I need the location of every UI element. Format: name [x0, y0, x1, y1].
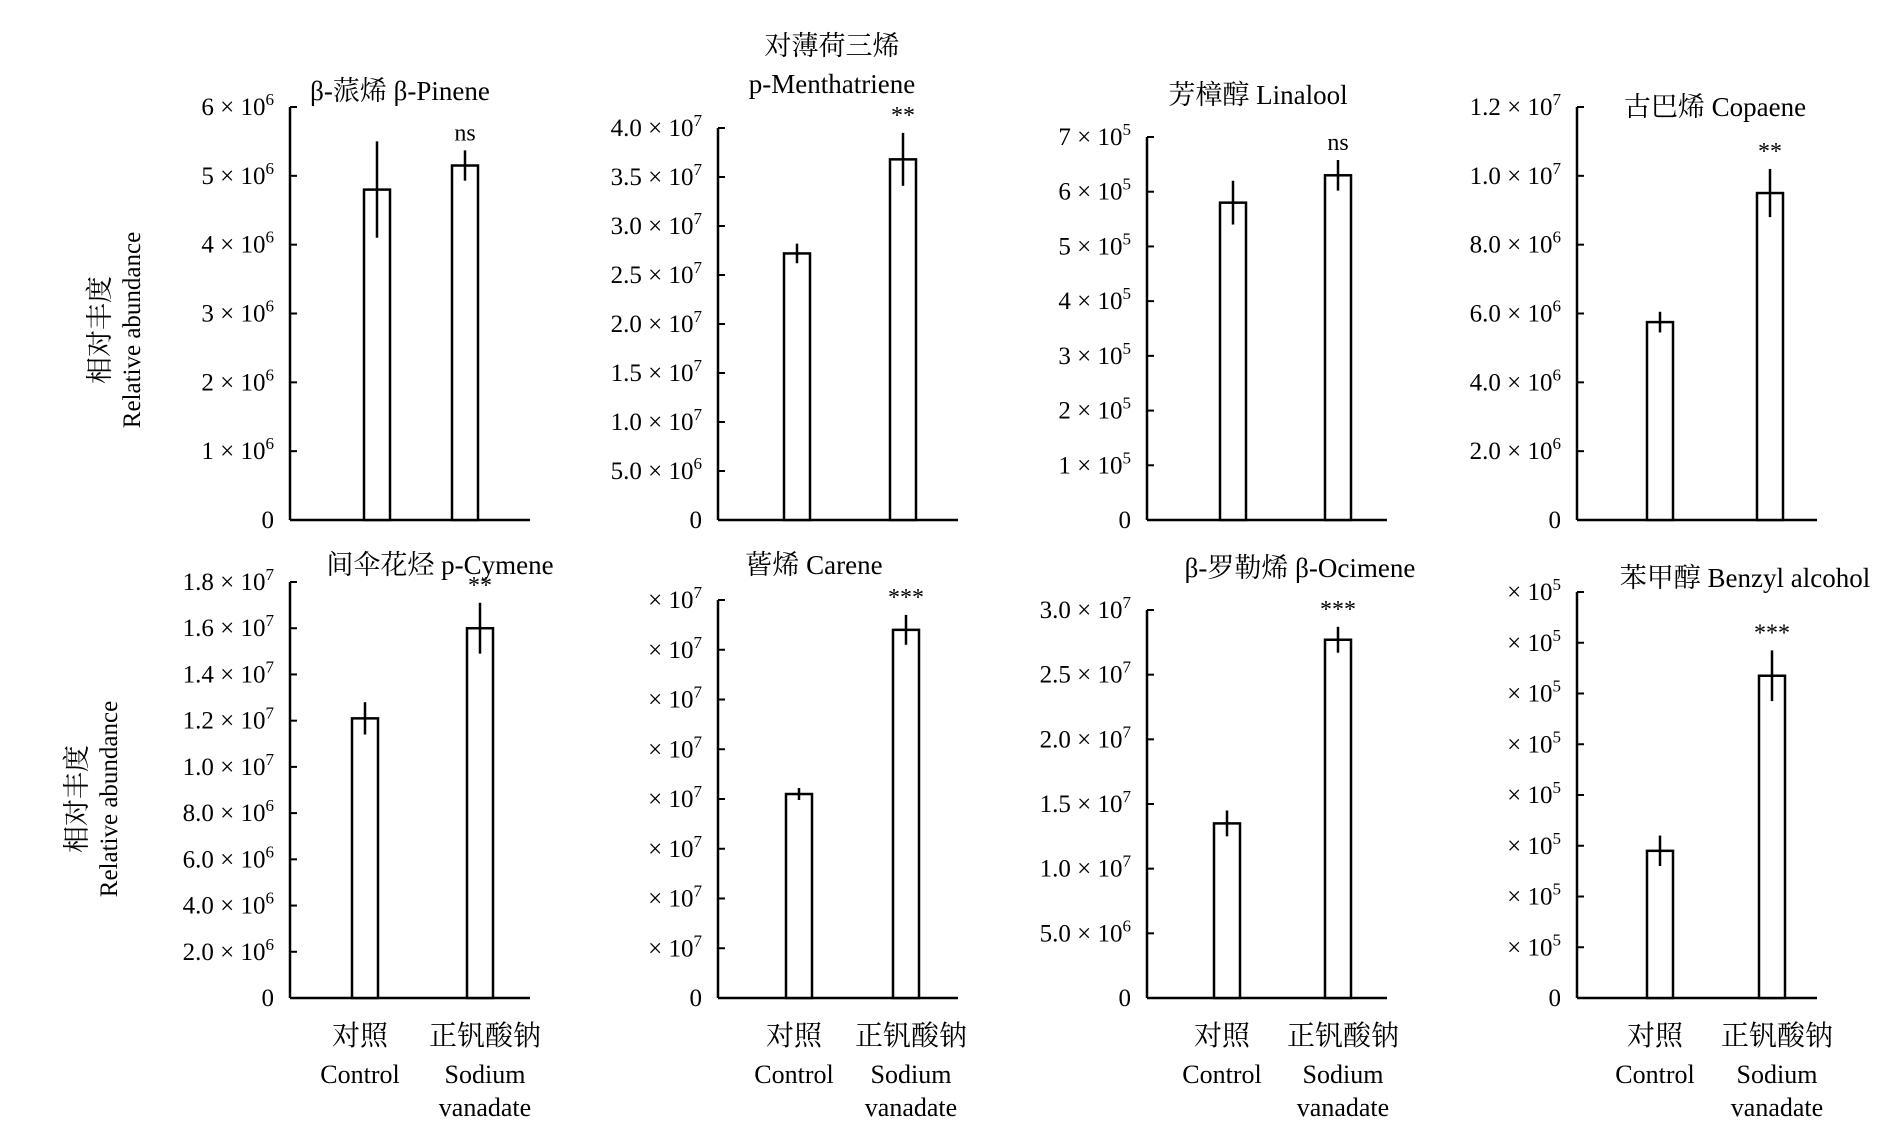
chart-title: 间伞花烃 p-Cymene [326, 550, 554, 580]
significance-label: *** [1320, 596, 1356, 623]
y-tick-label: $3.0 \times 10^7$ [610, 209, 702, 240]
y-axis-label-en: Relative abundance [119, 231, 146, 429]
y-tick-label: $2.5 \times 10^7$ [1039, 657, 1131, 689]
bar-control [786, 794, 812, 998]
chart-panel [648, 550, 967, 1122]
y-tick-label: $3.0 \times 10^7$ [1039, 593, 1131, 624]
y-tick-label: 0 [689, 507, 702, 534]
significance-label: ns [1327, 129, 1349, 156]
y-tick-label: × $10^5$ [1507, 930, 1561, 962]
bar-sodium-vanadate [1325, 175, 1351, 520]
y-tick-label: 0 [261, 985, 274, 1012]
x-label-control-en: Control [1615, 1060, 1695, 1089]
x-label-control-zh: 对照 [1626, 1021, 1684, 1052]
y-tick-label: $2.0 \times 10^7$ [1039, 722, 1131, 754]
y-tick-label: $6 \times 10^5$ [1058, 174, 1131, 206]
y-axis-label-zh: 相对丰度 [62, 745, 92, 853]
bar-sodium-vanadate [467, 628, 493, 998]
y-tick-label: × $10^7$ [648, 831, 702, 863]
y-tick-label: $3.5 \times 10^7$ [610, 160, 702, 191]
y-tick-label: $4 \times 10^5$ [1058, 284, 1131, 316]
chart-panel [1470, 90, 1817, 534]
y-tick-label: $2.0 \times 10^7$ [610, 307, 702, 338]
bar-control [364, 190, 390, 520]
x-label-control-zh: 对照 [1193, 1021, 1251, 1052]
y-tick-label: × $10^7$ [648, 583, 702, 614]
significance-label: *** [1754, 620, 1790, 647]
y-tick-label: $4 \times 10^6$ [201, 227, 274, 259]
y-tick-label: 0 [1548, 985, 1561, 1012]
y-tick-label: × $10^5$ [1507, 879, 1561, 911]
x-label-treat-en-2: vanadate [1296, 1093, 1390, 1122]
y-tick-label: $1.0 \times 10^7$ [182, 749, 274, 781]
chart-title: 芳樟醇 Linalool [1168, 80, 1348, 110]
y-axis-label-row2 [60, 674, 130, 924]
bar-control [1214, 823, 1240, 998]
y-tick-label: $1.5 \times 10^7$ [1039, 787, 1131, 818]
x-label-treat-zh: 正钒酸钠 [1720, 1021, 1834, 1052]
y-tick-label: × $10^5$ [1507, 727, 1561, 759]
y-tick-label: × $10^7$ [648, 682, 702, 714]
y-tick-label: × $10^5$ [1507, 828, 1561, 860]
y-tick-label: 0 [1118, 985, 1131, 1012]
y-tick-label: $1.0 \times 10^7$ [610, 405, 702, 436]
x-label-control-en: Control [754, 1060, 834, 1089]
chart-title: β-罗勒烯 β-Ocimene [1184, 553, 1416, 583]
chart-panel [1507, 563, 1870, 1122]
y-tick-label: $1.0 \times 10^7$ [1039, 851, 1131, 883]
y-tick-label: $5.0 \times 10^6$ [1039, 916, 1131, 948]
y-tick-label: $1.4 \times 10^7$ [182, 657, 274, 689]
y-tick-label: $5 \times 10^5$ [1058, 229, 1131, 261]
y-tick-label: $2.5 \times 10^7$ [610, 258, 702, 289]
y-tick-label: $8.0 \times 10^6$ [1469, 227, 1561, 259]
y-tick-label: $4.0 \times 10^6$ [1469, 365, 1561, 397]
x-label-treat-en-2: vanadate [1730, 1093, 1824, 1122]
bar-sodium-vanadate [452, 166, 478, 520]
y-tick-label: $5.0 \times 10^6$ [610, 454, 702, 485]
y-tick-label: $1.5 \times 10^7$ [610, 356, 702, 387]
y-tick-label: $4.0 \times 10^7$ [610, 111, 702, 142]
x-label-control-zh: 对照 [331, 1021, 389, 1052]
chart-title: β-蒎烯 β-Pinene [310, 76, 490, 106]
y-tick-label: × $10^7$ [648, 931, 702, 963]
y-tick-label: $2.0 \times 10^6$ [1469, 434, 1561, 466]
x-label-treat-en-2: vanadate [438, 1093, 532, 1122]
y-tick-label: $1.0 \times 10^7$ [1469, 158, 1561, 190]
y-tick-label: $5 \times 10^6$ [201, 158, 274, 190]
y-tick-label: × $10^7$ [648, 881, 702, 913]
y-tick-label: × $10^5$ [1507, 575, 1561, 606]
chart-panel [1058, 80, 1387, 534]
y-tick-label: $2.0 \times 10^6$ [182, 934, 274, 966]
x-label-treat-zh: 正钒酸钠 [854, 1021, 968, 1052]
bar-control [352, 718, 378, 998]
y-tick-label: $1 \times 10^5$ [1058, 448, 1131, 480]
significance-label: ns [454, 120, 476, 147]
chart-title: 苯甲醇 Benzyl alcohol [1619, 563, 1871, 593]
y-tick-label: $8.0 \times 10^6$ [182, 796, 274, 828]
y-tick-label: 0 [1118, 507, 1131, 534]
bar-sodium-vanadate [893, 630, 919, 998]
chart-panel [201, 76, 530, 534]
x-label-treat-en-1: Sodium [444, 1060, 526, 1089]
y-tick-label: 0 [1548, 507, 1561, 534]
chart-panel [611, 31, 958, 534]
bar-control [1647, 322, 1673, 520]
x-label-treat-en-2: vanadate [864, 1093, 958, 1122]
x-label-treat-zh: 正钒酸钠 [1286, 1021, 1400, 1052]
significance-label: *** [888, 584, 924, 611]
y-tick-label: 0 [261, 507, 274, 534]
significance-label: ** [468, 572, 492, 599]
x-label-treat-en-1: Sodium [1302, 1060, 1384, 1089]
y-tick-label: $1.8 \times 10^7$ [182, 565, 274, 596]
y-axis-label-en: Relative abundance [96, 700, 123, 898]
y-tick-label: $3 \times 10^5$ [1058, 338, 1131, 370]
y-tick-label: $1 \times 10^6$ [201, 434, 274, 466]
y-tick-label: $6 \times 10^6$ [201, 90, 274, 121]
y-tick-label: × $10^5$ [1507, 625, 1561, 657]
chart-title: 对薄荷三烯 [764, 31, 900, 61]
y-tick-label: × $10^7$ [648, 732, 702, 764]
y-tick-label: $6.0 \times 10^6$ [182, 842, 274, 874]
y-tick-label: × $10^5$ [1507, 676, 1561, 708]
bar-control [1220, 203, 1246, 520]
y-tick-label: $1.2 \times 10^7$ [1469, 90, 1561, 121]
chart-title: 古巴烯 Copaene [1623, 92, 1807, 122]
y-tick-label: × $10^7$ [648, 782, 702, 813]
significance-label: ** [1758, 138, 1782, 165]
chart-panel [1040, 553, 1416, 1122]
bar-control [1647, 851, 1673, 998]
x-label-treat-en-1: Sodium [1736, 1060, 1818, 1089]
bar-control [784, 253, 810, 520]
bar-sodium-vanadate [1757, 193, 1783, 520]
bar-sodium-vanadate [1325, 640, 1351, 998]
y-tick-label: × $10^7$ [648, 632, 702, 664]
bar-sodium-vanadate [890, 159, 916, 520]
y-tick-label: 0 [689, 985, 702, 1012]
y-tick-label: $2 \times 10^5$ [1058, 393, 1131, 425]
y-tick-label: $1.6 \times 10^7$ [182, 611, 274, 643]
y-tick-label: $1.2 \times 10^7$ [182, 703, 274, 735]
chart-title-en: p-Menthatriene [748, 69, 916, 99]
y-axis-label-row1 [83, 210, 153, 450]
x-label-treat-en-1: Sodium [870, 1060, 952, 1089]
y-axis-label-zh: 相对丰度 [85, 276, 115, 384]
significance-label: ** [891, 102, 915, 129]
y-tick-label: $3 \times 10^6$ [201, 296, 274, 328]
x-label-treat-zh: 正钒酸钠 [428, 1021, 542, 1052]
chart-panels [183, 31, 1871, 1122]
y-tick-label: × $10^5$ [1507, 778, 1561, 809]
x-label-control-en: Control [320, 1060, 400, 1089]
y-tick-label: $6.0 \times 10^6$ [1469, 296, 1561, 328]
y-tick-label: $2 \times 10^6$ [201, 365, 274, 397]
chart-panel [183, 550, 554, 1122]
x-label-control-zh: 对照 [765, 1021, 823, 1052]
x-label-control-en: Control [1182, 1060, 1262, 1089]
y-tick-label: $7 \times 10^5$ [1058, 120, 1131, 151]
bar-sodium-vanadate [1759, 676, 1785, 998]
chart-title: 蒈烯 Carene [745, 550, 883, 580]
y-tick-label: $4.0 \times 10^6$ [182, 888, 274, 920]
